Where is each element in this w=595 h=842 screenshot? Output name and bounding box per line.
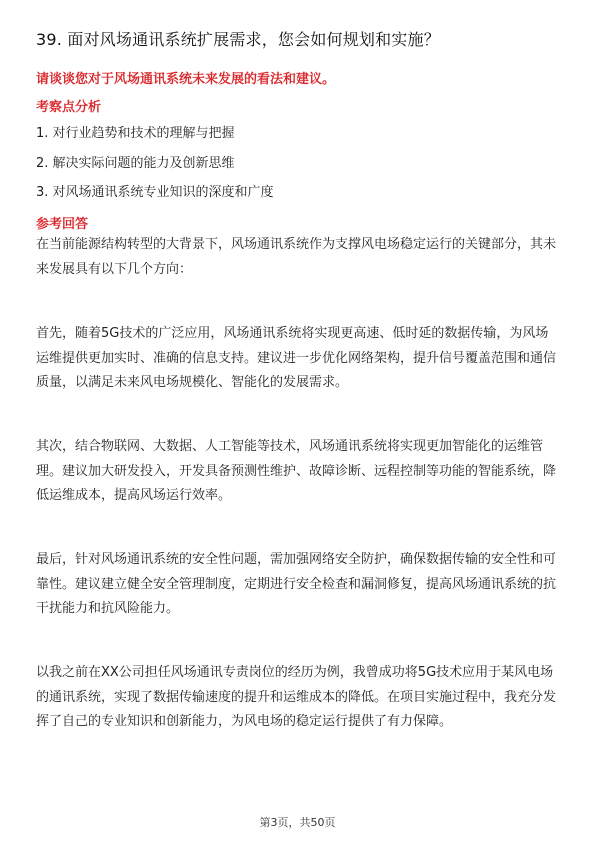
answer-paragraph-intro: 在当前能源结构转型的大背景下，风场通讯系统作为支撑风电场稳定运行的关键部分，其未来发展具有以下几个方向： bbox=[36, 237, 557, 277]
answer-paragraph-first: 首先，随着5G技术的广泛应用，风场通讯系统将实现更高速、低时延的数据传输，为风场运维提供更加实时、准确的信息支持。建议进一步优化网络架构，提升信号覆盖范围和通信质量，以满足未来风电场规模化、智能化的发展需求。 bbox=[36, 326, 557, 390]
answer-paragraph-second: 其次，结合物联网、大数据、人工智能等技术，风场通讯系统将实现更加智能化的运维管理。建议加大研发投入，开发具备预测性维护、故障诊断、远程控制等功能的智能系统，降低运维成本，提高风场运行效率。 bbox=[36, 439, 557, 503]
page-number: 第3页，共50页 bbox=[259, 816, 336, 829]
answer-paragraph-example: 以我之前在XX公司担任风场通讯专责岗位的经历为例，我曾成功将5G技术应用于某风电场的通讯系统，实现了数据传输速度的提升和运维成本的降低。在项目实施过程中，我充分发挥了自己的专业知识和创新能力，为风电场的稳定运行提供了有力保障。 bbox=[36, 665, 557, 729]
answer-heading: 参考回答 bbox=[36, 217, 89, 232]
analysis-heading: 考察点分析 bbox=[36, 100, 102, 115]
question-title: 39. 面对风场通讯系统扩展需求，您会如何规划和实施？ bbox=[36, 30, 440, 49]
analysis-item: 3. 对风场通讯系统专业知识的深度和广度 bbox=[36, 185, 274, 200]
question-prompt: 请谈谈您对于风场通讯系统未来发展的看法和建议。 bbox=[36, 72, 336, 87]
analysis-item: 2. 解决实际问题的能力及创新思维 bbox=[36, 156, 235, 171]
analysis-item: 1. 对行业趋势和技术的理解与把握 bbox=[36, 126, 235, 141]
answer-paragraph-last: 最后，针对风场通讯系统的安全性问题，需加强网络安全防护，确保数据传输的安全性和可靠性。建议建立健全安全管理制度，定期进行安全检查和漏洞修复，提高风场通讯系统的抗干扰能力和抗风险能力。 bbox=[36, 552, 557, 616]
